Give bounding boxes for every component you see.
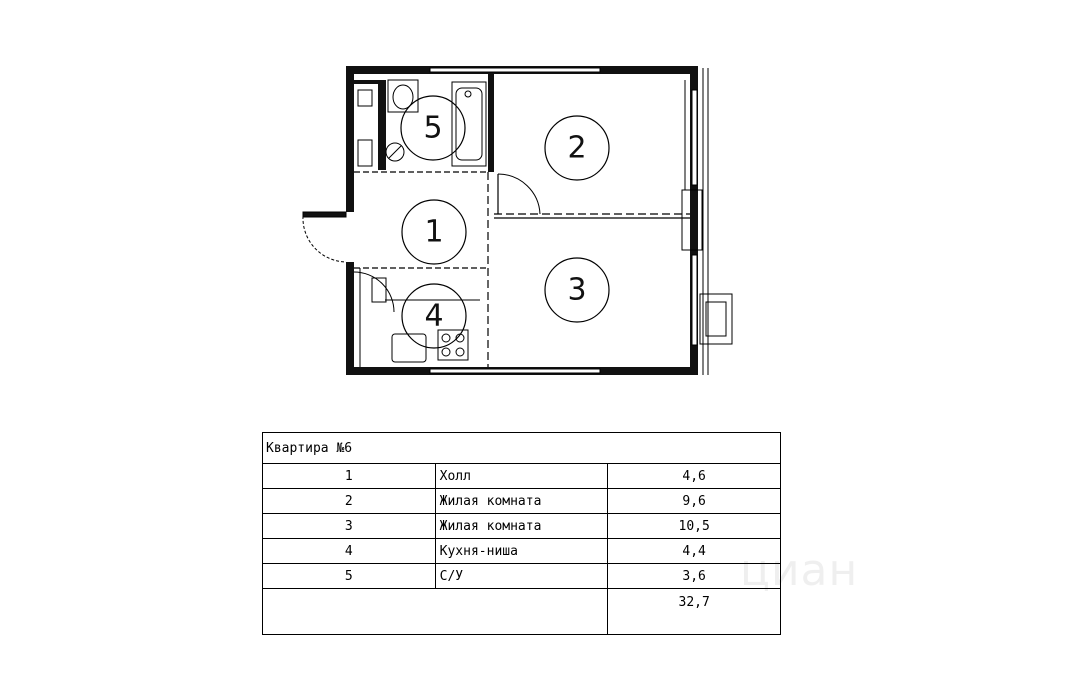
room-number-cell: 4	[263, 539, 436, 564]
room-area-cell: 3,6	[608, 564, 781, 589]
bathroom-fixtures	[358, 80, 486, 166]
table-row	[263, 539, 781, 564]
table-header-row	[263, 433, 781, 464]
room-number-cell: 5	[263, 564, 436, 589]
total-label-cell	[263, 589, 608, 635]
kitchen-fixtures	[360, 268, 480, 367]
apartment-spec-table	[262, 432, 781, 635]
room-name-cell: Кухня-ниша	[435, 539, 608, 564]
watermark-logo: циан	[740, 545, 859, 596]
room-number-1: 1	[424, 214, 444, 250]
room-number-2: 2	[567, 130, 587, 166]
room-name-cell: Жилая комната	[435, 514, 608, 539]
room-name-cell: Холл	[435, 464, 608, 489]
windows	[430, 68, 697, 373]
partitions	[354, 172, 690, 367]
room-number-5: 5	[423, 110, 443, 146]
room-area-cell: 9,6	[608, 489, 781, 514]
table-row	[263, 514, 781, 539]
room-number-cell: 2	[263, 489, 436, 514]
room-name-cell: Жилая комната	[435, 489, 608, 514]
room-number-3: 3	[567, 272, 587, 308]
room-number-4: 4	[424, 298, 444, 334]
room-area-cell: 4,6	[608, 464, 781, 489]
doors	[303, 174, 540, 312]
table-title: Квартира №6	[263, 433, 781, 464]
total-area-cell: 32,7	[608, 589, 781, 635]
table-row	[263, 564, 781, 589]
window-frames	[682, 68, 732, 375]
room-number-cell: 1	[263, 464, 436, 489]
room-number-cell: 3	[263, 514, 436, 539]
table-row	[263, 489, 781, 514]
room-area-cell: 10,5	[608, 514, 781, 539]
room-name-cell: С/У	[435, 564, 608, 589]
table-row	[263, 464, 781, 489]
room-area-cell: 4,4	[608, 539, 781, 564]
table-total-row	[263, 589, 781, 635]
